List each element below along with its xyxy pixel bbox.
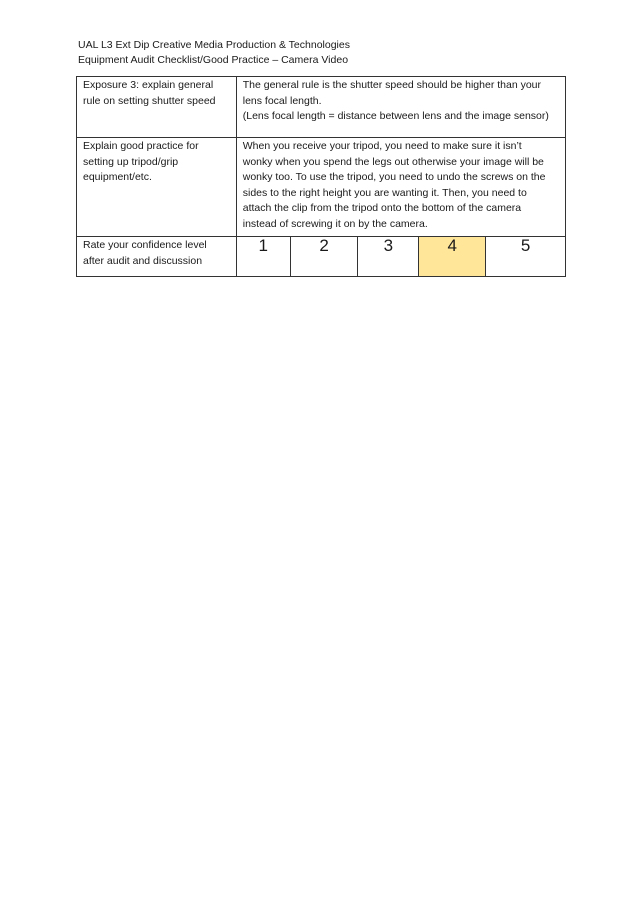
rating-option-4[interactable]: 4 — [419, 237, 486, 277]
answer-line: sides to the right height you are wanting it. Then, you need to — [242, 186, 527, 199]
answer-line: attach the clip from the tripod onto the bottom of the camera — [242, 202, 522, 214]
question-cell: Explain good practice for setting up tripod/grip equipment/etc. — [77, 138, 237, 237]
question-cell: Exposure 3: explain general rule on setting shutter speed — [77, 77, 237, 138]
answer-line: instead of screwing it on by the camera. — [242, 217, 428, 230]
answer-line: The general rule is the shutter speed should be higher than your — [242, 79, 542, 91]
answer-line: lens focal length. — [242, 94, 322, 107]
answer-line: wonky when you spend the legs out otherwise your image will be — [242, 155, 544, 168]
answer-cell[interactable] — [236, 138, 565, 237]
answer-cell[interactable] — [236, 77, 565, 138]
header-course-title: UAL L3 Ext Dip Creative Media Production & Technologies — [78, 39, 350, 51]
confidence-row — [77, 237, 566, 277]
answer-line: wonky too. To use the tripod, you need to undo the screws on the — [242, 171, 546, 183]
table-row — [77, 77, 566, 138]
rating-option-3[interactable]: 3 — [358, 237, 419, 277]
answer-line: (Lens focal length = distance between lens and the image sensor) — [242, 110, 549, 122]
table-row — [77, 138, 566, 237]
rating-option-1[interactable]: 1 — [236, 237, 290, 277]
rating-option-2[interactable]: 2 — [290, 237, 358, 277]
answer-line: When you receive your tripod, you need to make sure it isn’t — [242, 140, 522, 152]
document-header — [78, 38, 350, 68]
audit-table — [76, 76, 566, 277]
confidence-question-cell: Rate your confidence level after audit and discussion — [77, 237, 237, 277]
rating-option-5[interactable]: 5 — [486, 237, 566, 277]
header-checklist-title: Equipment Audit Checklist/Good Practice – Camera Video — [78, 54, 349, 66]
